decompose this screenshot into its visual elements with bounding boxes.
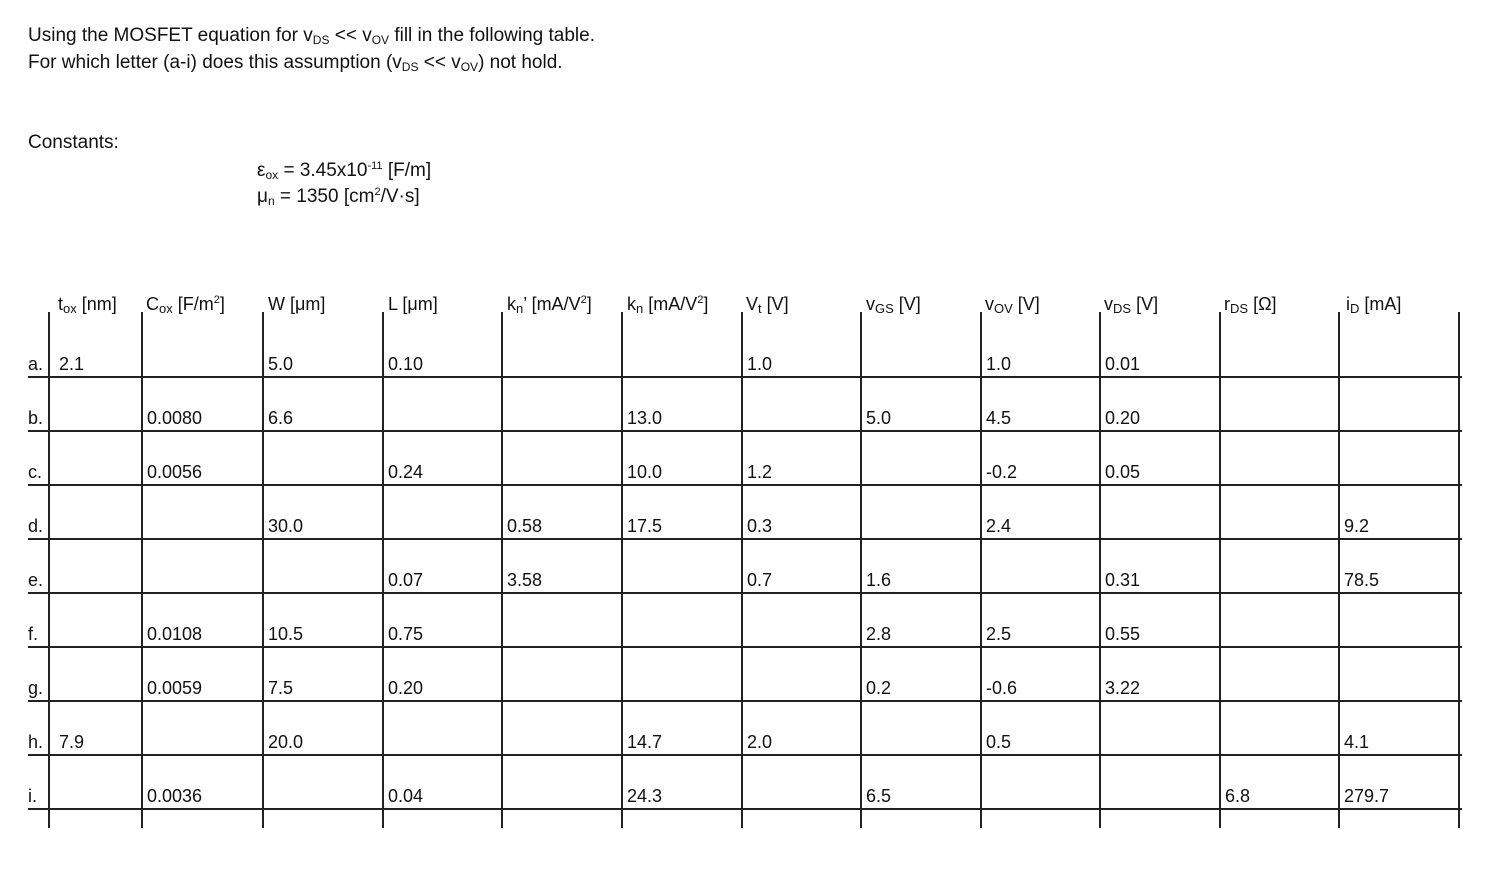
column-header (1346, 294, 1401, 316)
row-label: f. (28, 624, 39, 644)
row-divider (28, 592, 1462, 594)
table-cell: 2.5 (986, 624, 1012, 644)
table-cell: 0.7 (747, 570, 773, 590)
table-cell: 10.0 (627, 462, 663, 482)
column-header-unit: ] (586, 294, 592, 314)
column-header-symbol: v (985, 294, 994, 314)
column-header (507, 294, 592, 316)
table-cell: 0.01 (1105, 354, 1141, 374)
table-cell: 13.0 (627, 408, 663, 428)
column-header (627, 294, 708, 316)
header-tick (48, 312, 50, 320)
superscript: 2 (697, 294, 704, 306)
column-divider (501, 316, 503, 828)
table-cell: 6.8 (1225, 786, 1251, 806)
column-header (1104, 294, 1158, 316)
table-cell: -0.2 (986, 462, 1018, 482)
header-tick (1219, 312, 1221, 320)
column-header-unit: [V] (1131, 294, 1159, 314)
column-header-unit: [mA/V (643, 294, 698, 314)
table-cell: 4.5 (986, 408, 1012, 428)
table-cell: 7.9 (59, 732, 85, 752)
column-header-symbol: i (1346, 294, 1350, 314)
column-header-unit: ] (703, 294, 709, 314)
superscript: 2 (374, 186, 381, 198)
row-divider (28, 538, 1462, 540)
table-cell: 1.0 (986, 354, 1012, 374)
instruction-text: << v (329, 25, 372, 46)
column-header-symbol: t (58, 294, 64, 314)
instruction-text: ) not hold. (478, 52, 563, 73)
column-header-unit: [V] (893, 294, 921, 314)
constant-value: = 3.45x10 (278, 160, 368, 181)
column-divider (1458, 316, 1460, 828)
column-header-unit: [F/m (172, 294, 214, 314)
column-header (1224, 294, 1277, 316)
header-tick (1338, 312, 1340, 320)
column-header (985, 294, 1040, 316)
header-tick (141, 312, 143, 320)
table-cell: 17.5 (627, 516, 663, 536)
instruction-line-1 (28, 22, 595, 49)
header-tick (262, 312, 264, 320)
table-cell: 0.75 (388, 624, 424, 644)
header-tick (621, 312, 623, 320)
instruction-line-2 (28, 49, 563, 76)
header-tick (1458, 312, 1460, 320)
row-label: h. (28, 732, 44, 752)
table-cell: 1.6 (866, 570, 892, 590)
header-tick (501, 312, 503, 320)
instruction-text: Using the MOSFET equation for v (28, 25, 313, 46)
epsilon-symbol: ε (257, 160, 266, 181)
subscript: DS (312, 33, 330, 47)
column-header-symbol: C (146, 294, 159, 314)
table-cell: 0.31 (1105, 570, 1141, 590)
header-tick (980, 312, 982, 320)
column-header (146, 294, 225, 316)
column-header-subscript: n (516, 301, 524, 316)
table-cell: 78.5 (1344, 570, 1380, 590)
column-header-unit: [mA] (1359, 294, 1402, 314)
table-cell: 2.4 (986, 516, 1012, 536)
table-cell: 0.20 (388, 678, 424, 698)
table-cell: 7.5 (268, 678, 294, 698)
table-cell: 0.5 (986, 732, 1012, 752)
table-cell: 0.58 (507, 516, 543, 536)
column-header-unit: [nm] (76, 294, 117, 314)
table-cell: 1.0 (747, 354, 773, 374)
column-header (746, 294, 789, 316)
table-cell: 3.22 (1105, 678, 1141, 698)
table-cell: 9.2 (1344, 516, 1370, 536)
table-cell: 24.3 (627, 786, 663, 806)
table-cell: 0.55 (1105, 624, 1141, 644)
column-header-unit: [V] (1012, 294, 1040, 314)
table-cell: 0.0080 (147, 408, 203, 428)
column-header-subscript: GS (875, 301, 894, 316)
table-cell: 0.3 (747, 516, 773, 536)
constant-unit: /V·s] (380, 186, 420, 207)
column-divider (262, 316, 264, 828)
column-header-symbol: k (627, 294, 636, 314)
column-divider (48, 316, 50, 828)
row-label: d. (28, 516, 44, 536)
row-label: g. (28, 678, 44, 698)
table-cell: 10.5 (268, 624, 304, 644)
column-header-subscript: OV (994, 301, 1013, 316)
column-divider (141, 316, 143, 828)
column-header-subscript: n (636, 301, 644, 316)
row-label: e. (28, 570, 44, 590)
table-cell: 0.0108 (147, 624, 203, 644)
column-header-symbol: r (1224, 294, 1230, 314)
table-cell: 0.24 (388, 462, 424, 482)
column-header-subscript: DS (1113, 301, 1132, 316)
table-cell: 1.2 (747, 462, 773, 482)
table-cell: 0.0036 (147, 786, 203, 806)
table-cell: 0.05 (1105, 462, 1141, 482)
column-header-symbol: W [μm] (268, 294, 326, 314)
row-label: i. (28, 786, 37, 806)
table-cell: 0.0059 (147, 678, 203, 698)
instruction-text: << v (418, 52, 461, 73)
table-cell: 5.0 (866, 408, 892, 428)
column-header-symbol: v (866, 294, 875, 314)
row-label: b. (28, 408, 44, 428)
header-tick (741, 312, 743, 320)
column-header-subscript: DS (1230, 301, 1249, 316)
column-header (866, 294, 921, 316)
header-tick (860, 312, 862, 320)
row-divider (28, 646, 1462, 648)
table-cell: 2.8 (866, 624, 892, 644)
table-cell: 2.0 (747, 732, 773, 752)
row-label: a. (28, 354, 44, 374)
header-tick (382, 312, 384, 320)
column-divider (741, 316, 743, 828)
table-cell: 0.0056 (147, 462, 203, 482)
constant-eps-ox (257, 160, 431, 182)
column-header (388, 294, 438, 315)
column-header-symbol: v (1104, 294, 1113, 314)
column-divider (1338, 316, 1340, 828)
constants-label: Constants: (28, 132, 119, 153)
column-header-subscript: ox (159, 301, 173, 316)
column-divider (382, 316, 384, 828)
row-divider (28, 484, 1462, 486)
table-cell: 0.2 (866, 678, 892, 698)
constant-value: = 1350 [cm (274, 186, 375, 207)
instruction-text: For which letter (a-i) does this assumption (v (28, 52, 402, 73)
table-cell: 20.0 (268, 732, 304, 752)
subscript: n (267, 194, 275, 208)
superscript: -11 (367, 160, 383, 172)
table-cell: 6.5 (866, 786, 892, 806)
constant-mu-n (257, 186, 420, 208)
column-header (268, 294, 325, 315)
column-divider (1219, 316, 1221, 828)
column-divider (980, 316, 982, 828)
table-cell: 14.7 (627, 732, 663, 752)
column-divider (1099, 316, 1101, 828)
constant-unit: [F/m] (382, 160, 432, 181)
subscript: ox (265, 168, 279, 182)
column-header-subscript: D (1350, 301, 1360, 316)
table-cell: 6.6 (268, 408, 294, 428)
column-header-unit: [V] (761, 294, 789, 314)
table-cell: 279.7 (1344, 786, 1390, 806)
row-label: c. (28, 462, 43, 482)
superscript: 2 (580, 294, 587, 306)
subscript: DS (401, 60, 419, 74)
table-cell: 0.20 (1105, 408, 1141, 428)
column-header-symbol: k (507, 294, 516, 314)
column-divider (621, 316, 623, 828)
column-header-symbol: L [μm] (388, 294, 438, 314)
instruction-text: fill in the following table. (389, 25, 595, 46)
column-header-unit: ’ [mA/V (523, 294, 581, 314)
column-header-subscript: t (758, 301, 762, 316)
column-divider (860, 316, 862, 828)
header-tick (1099, 312, 1101, 320)
table-cell: 4.1 (1344, 732, 1370, 752)
row-divider (28, 808, 1462, 810)
table-cell: 3.58 (507, 570, 543, 590)
table-cell: 30.0 (268, 516, 304, 536)
superscript: 2 (213, 294, 220, 306)
column-header-unit: ] (219, 294, 225, 314)
column-header-subscript: ox (63, 301, 77, 316)
table-cell: 0.10 (388, 354, 424, 374)
row-divider (28, 430, 1462, 432)
table-cell: 5.0 (268, 354, 294, 374)
row-divider (28, 754, 1462, 756)
subscript: OV (460, 60, 479, 74)
row-divider (28, 700, 1462, 702)
subscript: OV (371, 33, 390, 47)
mu-symbol: μ (257, 186, 268, 207)
table-cell: 0.04 (388, 786, 424, 806)
column-header-unit: [Ω] (1248, 294, 1277, 314)
column-header (58, 294, 117, 316)
row-divider (28, 376, 1462, 378)
table-cell: 0.07 (388, 570, 424, 590)
table-cell: -0.6 (986, 678, 1018, 698)
table-cell: 2.1 (59, 354, 85, 374)
column-header-symbol: V (746, 294, 759, 314)
